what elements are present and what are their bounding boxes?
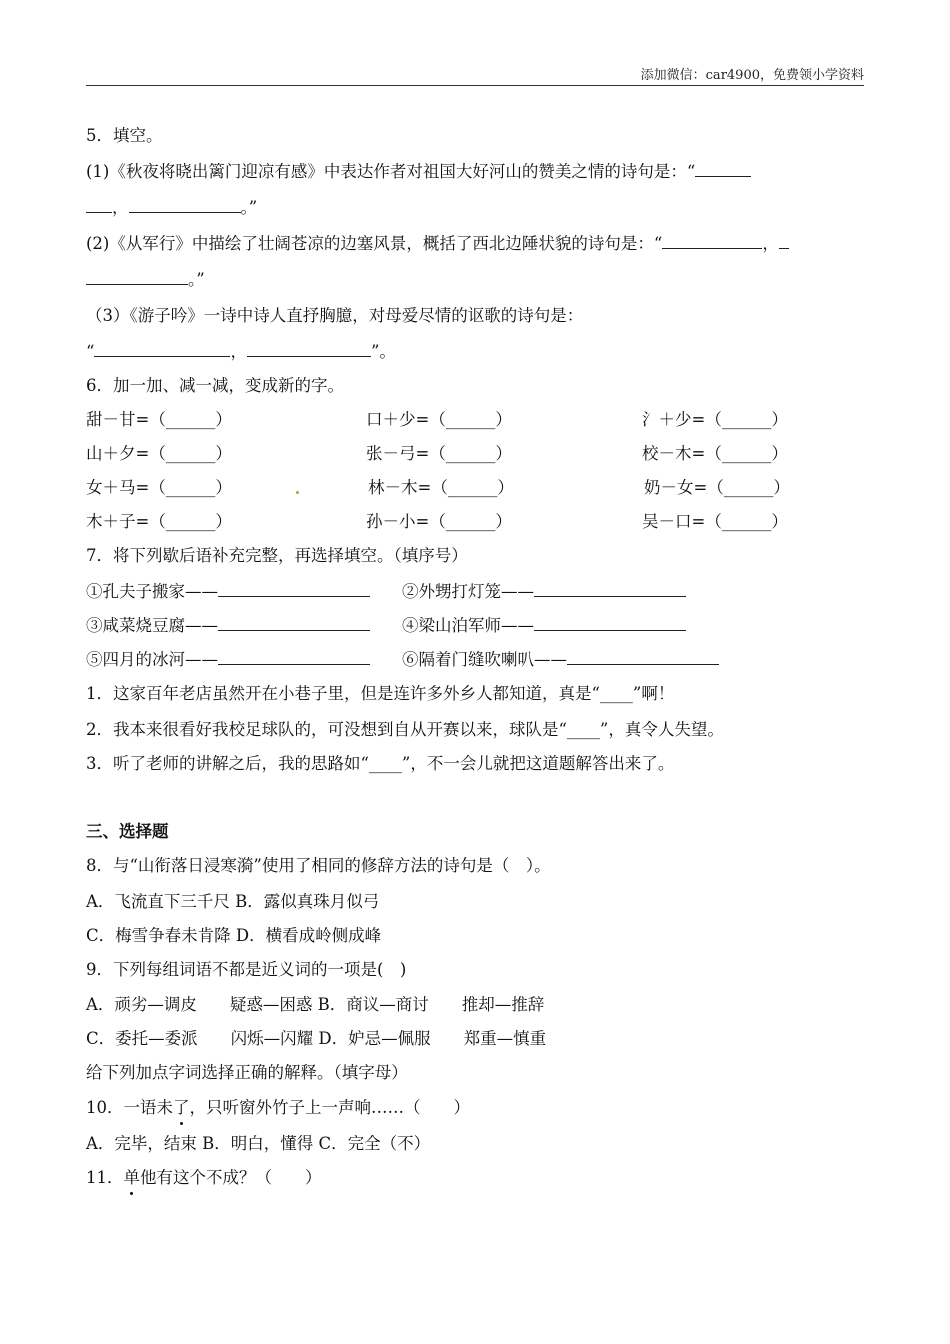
char-puzzle-item: 甜－甘=（______） xyxy=(86,410,232,429)
q9-stem: 9．下列每组词语不都是近义词的一项是( ) xyxy=(86,960,407,979)
saying-item: ④梁山泊军师—— xyxy=(402,614,686,638)
q8-stem: 8．与“山衔落日浸寒漪”使用了相同的修辞方法的诗句是（ ）。 xyxy=(86,856,551,875)
char-puzzle-item: 校－木=（______） xyxy=(642,444,788,463)
answer-blank xyxy=(94,341,230,357)
q6-title: 6．加一加、减一减，变成新的字。 xyxy=(86,376,344,395)
q5-part1-text: (1)《秋夜将晓出篱门迎凉有感》中表达作者对祖国大好河山的赞美之情的诗句是：“ xyxy=(86,162,696,181)
char-puzzle-item: 木＋子=（______） xyxy=(86,512,232,531)
char-puzzle-item: 孙－小=（______） xyxy=(366,512,512,531)
answer-blank xyxy=(86,197,112,213)
answer-blank xyxy=(247,341,371,357)
emphasis-dot-char: 单 xyxy=(124,1166,141,1190)
saying-item: ③咸菜烧豆腐—— xyxy=(86,614,370,638)
page-header: 添加微信：car4900，免费领小学资料 xyxy=(640,68,864,83)
char-puzzle-item: 山＋夕=（______） xyxy=(86,444,232,463)
stray-mark xyxy=(296,491,299,494)
answer-blank xyxy=(695,161,751,177)
q5-part2-text: (2)《从军行》中描绘了壮阔苍凉的边塞风景，概括了西北边陲状貌的诗句是：“ xyxy=(86,234,663,253)
char-puzzle-item: 女＋马=（______） xyxy=(86,478,232,497)
q5-part2-line2: 。” xyxy=(86,268,205,292)
section-title: 三、选择题 xyxy=(86,822,169,841)
q7-sentence: 1．这家百年老店虽然开在小巷子里，但是连许多外乡人都知道，真是“____”啊！ xyxy=(86,684,675,703)
q10-options: A．完毕，结束 B．明白，懂得 C．完全（不） xyxy=(86,1134,431,1153)
char-puzzle-item: 口＋少=（______） xyxy=(366,410,512,429)
saying-item: ②外甥打灯笼—— xyxy=(402,580,686,604)
char-puzzle-item: 张－弓=（______） xyxy=(366,444,512,463)
emphasis-dot-char: 了 xyxy=(173,1096,190,1120)
header-divider xyxy=(86,85,864,86)
answer-blank xyxy=(534,615,686,631)
q5-part2-line1: (2)《从军行》中描绘了壮阔苍凉的边塞风景，概括了西北边陲状貌的诗句是：“ ， xyxy=(86,232,789,256)
instruction: 给下列加点字词选择正确的解释。（填字母） xyxy=(86,1063,408,1082)
char-puzzle-item: 林－木=（______） xyxy=(368,478,514,497)
answer-blank xyxy=(86,269,188,285)
char-puzzle-item: 奶－女=（______） xyxy=(644,478,790,497)
saying-item: ①孔夫子搬家—— xyxy=(86,580,370,604)
q5-part1-line2: ， 。” xyxy=(86,196,257,220)
char-puzzle-item: 吴－口=（______） xyxy=(642,512,788,531)
saying-item: ⑤四月的冰河—— xyxy=(86,648,370,672)
answer-blank xyxy=(218,581,370,597)
q5-title: 5．填空。 xyxy=(86,126,163,145)
q7-sentence: 2．我本来很看好我校足球队的，可没想到自从开赛以来，球队是“____”，真令人失望。 xyxy=(86,720,724,739)
q7-sentence: 3．听了老师的讲解之后，我的思路如“____”，不一会儿就把这道题解答出来了。 xyxy=(86,754,675,773)
answer-blank xyxy=(129,197,241,213)
q9-options: C．委托—委派 闪烁—闪耀 D．妒忌—佩服 郑重—慎重 xyxy=(86,1029,547,1048)
answer-blank xyxy=(534,581,686,597)
q10-stem: 10．一语未了，只听窗外竹子上一声响……（ ） xyxy=(86,1096,470,1120)
answer-blank xyxy=(662,233,762,249)
answer-blank xyxy=(567,649,719,665)
q8-options: A．飞流直下三千尺 B．露似真珠月似弓 xyxy=(86,892,380,911)
answer-blank xyxy=(218,615,370,631)
q9-options: A．顽劣—调皮 疑惑—困惑 B．商议—商讨 推却—推辞 xyxy=(86,995,545,1014)
q5-part1-line1 xyxy=(86,160,751,184)
q11-stem: 11．单他有这个不成？（ ） xyxy=(86,1166,322,1190)
answer-blank xyxy=(779,233,789,249)
q7-title: 7．将下列歇后语补充完整，再选择填空。（填序号） xyxy=(86,546,468,565)
q5-part3-line1: （3）《游子吟》一诗中诗人直抒胸臆，对母爱尽情的讴歌的诗句是： xyxy=(86,306,584,325)
char-puzzle-item: 氵＋少=（______） xyxy=(642,410,788,429)
q8-options: C．梅雪争春未肯降 D．横看成岭侧成峰 xyxy=(86,926,382,945)
answer-blank xyxy=(218,649,370,665)
q5-part3-line2: “ ， ”。 xyxy=(86,342,396,361)
saying-item: ⑥隔着门缝吹喇叭—— xyxy=(402,648,719,672)
